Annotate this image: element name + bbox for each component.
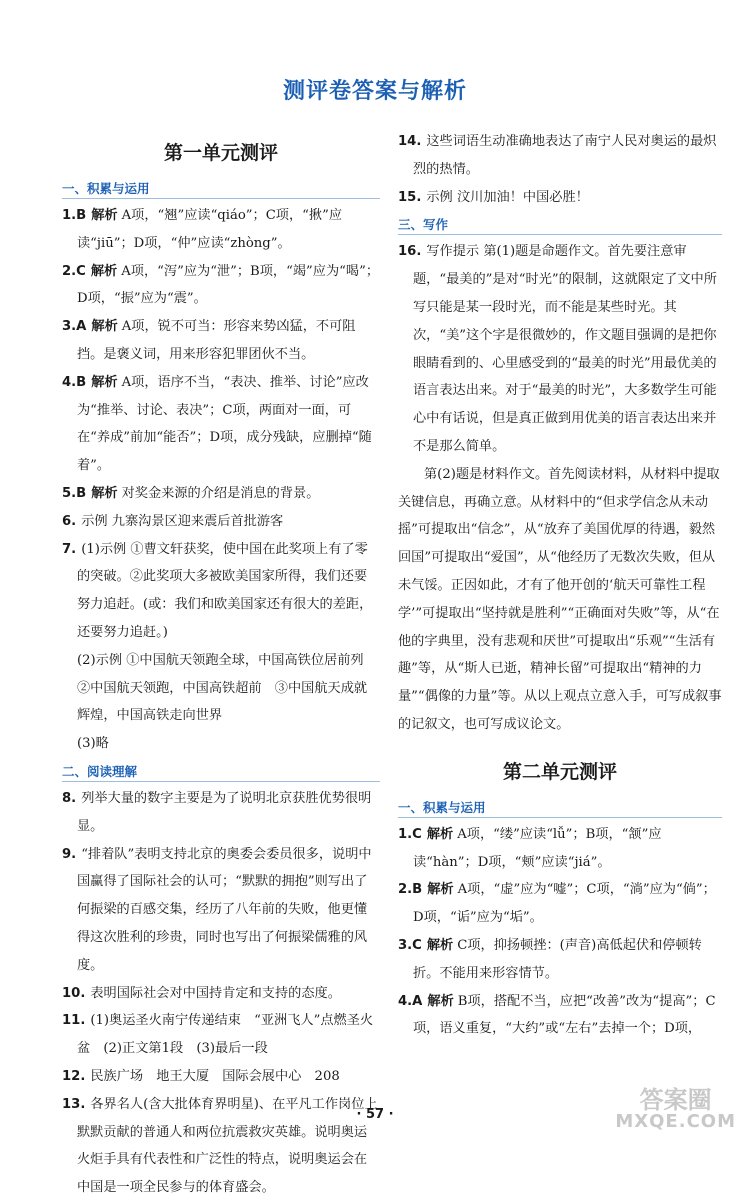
answer-subitem: (2)示例 ①中国航天领跑全球，中国高铁位居前列 — [77, 652, 364, 668]
answer-item: 1.C 解析 A项，“缕”应读“lǚ”；B项，“颔”应读“hàn”；D项，“颊”应读“jiá”。 — [398, 826, 662, 870]
answer-item: 4.A 解析 B项，搭配不当，应把“改善”改为“提高”；C项，语义重复，“大约”或“左右”去掉一个；D项， — [398, 993, 716, 1037]
answer-item: 7. (1)示例 ①曹文轩获奖，使中国在此奖项上有了零的突破。②此奖项大多被欧美国家所得，我们还要努力追赶。(或：我们和欧美国家还有很大的差距，还要努力追赶。) — [62, 541, 373, 640]
answer-item: 2.B 解析 A项，“虚”应为“嘘”；C项，“淌”应为“倘”；D项，“诟”应为“垢”。 — [398, 882, 716, 926]
page-title: 测评卷答案与解析 — [282, 79, 467, 104]
section-heading: 一、积累与运用 — [398, 798, 722, 818]
unit2-title: 第二单元测评 — [502, 760, 617, 783]
answer-item: 14. 这些词语生动准确地表达了南宁人民对奥运的最炽烈的热情。 — [398, 134, 717, 177]
answer-item: 8. 列举大量的数字主要是为了说明北京获胜优势很明显。 — [62, 790, 372, 834]
page-number: · 57 · — [356, 1107, 394, 1122]
answer-item: 9. “排着队”表明支持北京的奥委会委员很多，说明中国赢得了国际社会的认可；“默默的拥抱”则写出了何振梁的百感交集，经历了八年前的失败，他更懂得这次胜利的珍贵，同时也写出了何振梁儒雅的风度。 — [62, 846, 372, 973]
section-heading: 一、积累与运用 — [62, 179, 380, 199]
answer-item: 4.B 解析 A项，语序不当，“表决、推举、讨论”应改为“推举、讨论、表决”；C项，两面对一面，可在“养成”前加“能否”；D项，成分残缺，应删掉“随着”。 — [62, 374, 372, 474]
answer-item: 15. 示例 汶川加油！中国必胜！ — [398, 189, 589, 205]
watermark-logo: 答案圈 MXQE.COM — [615, 1086, 736, 1132]
answer-paragraph: 第(2)题是材料作文。首先阅读材料，从材料中提取关键信息，再确立意。从材料中的“但求学信念从未动摇”可提取出“信念”，从“放弃了美国优厚的待遇，毅然回国”可提取出“爱国”，从“他经历了无数次失败，但从未气馁。正因如此，才有了他开创的‘航天可靠性工程学’”可提取出“坚持就是胜利”“正确面对失败”等，从“在他的字典里，没有悲观和厌世”可提取出“乐观”“生活有趣”等，从“斯人已逝，精神长留”可提取出“精神的力量”“偶像的力量”等。从以上观点立意入手，可写成叙事的记叙文，也可写成议论文。 — [398, 466, 722, 732]
answer-item: 6. 示例 九寨沟景区迎来震后首批游客 — [62, 513, 284, 529]
answer-subitem: (3)略 — [77, 736, 109, 752]
answer-item: 12. 民族广场 地王大厦 国际会展中心 208 — [62, 1068, 340, 1084]
answer-item: 3.C 解析 C项，抑扬顿挫：(声音)高低起伏和停顿转折。不能用来形容情节。 — [398, 937, 702, 981]
section-heading: 三、写作 — [398, 215, 722, 235]
answer-item: 16. 写作提示 第(1)题是命题作文。首先要注意审题，“最美的”是对“时光”的限制，这就限定了文中所写只能是某一段时光，而不能是某些时光。其次，“美”这个字是很微妙的，作文题目强调的是把你眼睛看到的、心里感受到的“最美的时光”用最优美的语言表达出来。对于“最美的时光”，大多数学生可能心中有话说，但是真正做到用优美的语言表达出来并不是那么简单。 — [398, 244, 717, 454]
section-heading: 二、阅读理解 — [62, 762, 380, 782]
answer-item: 3.A 解析 A项，锐不可当：形容来势凶猛，不可阻挡。是褒义词，用来形容犯罪团伙不当。 — [62, 319, 356, 362]
answer-item: 10. 表明国际社会对中国持肯定和支持的态度。 — [62, 985, 341, 1001]
answer-item: 1.B 解析 A项，“翘”应读“qiáo”；C项，“揪”应读“jiū”；D项，“仲”应读“zhòng”。 — [62, 208, 343, 251]
answer-item: 13. 各界名人(含大批体育界明星)、在平凡工作岗位上默默贡献的普通人和两位抗震救灾英雄。说明奥运火炬手具有代表性和广泛性的特点，说明奥运会在中国是一项全民参与的体育盛会。 — [62, 1096, 378, 1196]
answer-item: 5.B 解析 对奖金来源的介绍是消息的背景。 — [62, 485, 320, 501]
right-column — [398, 128, 722, 1043]
answer-item: 11. (1)奥运圣火南宁传递结束 “亚洲飞人”点燃圣火盆 (2)正文第1段 (3)最后一段 — [62, 1013, 374, 1057]
answer-subitem: ②中国航天领跑，中国高铁超前 ③中国航天成就辉煌，中国高铁走向世界 — [77, 680, 368, 724]
unit1-title: 第一单元测评 — [163, 142, 278, 164]
answer-item: 2.C 解析 A项，“泻”应为“泄”；B项，“竭”应为“喝”；D项，“振”应为“震”。 — [62, 263, 380, 307]
left-column — [62, 128, 380, 1202]
